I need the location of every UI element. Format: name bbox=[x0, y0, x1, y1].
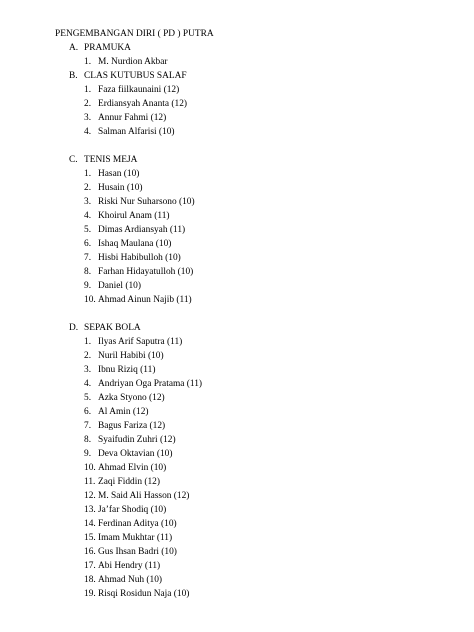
member-name: M. Nurdion Akbar bbox=[98, 57, 168, 67]
item-number: 9. bbox=[84, 281, 92, 291]
list-item bbox=[0, 265, 474, 279]
item-number: 10. bbox=[84, 463, 96, 473]
member-name: Abi Hendry (11) bbox=[98, 561, 161, 571]
member-name: M. Said Ali Hasson (12) bbox=[98, 491, 190, 501]
section-tenis-meja bbox=[0, 153, 474, 307]
item-number: 14. bbox=[84, 519, 96, 529]
list-item bbox=[0, 419, 474, 433]
list-item bbox=[0, 503, 474, 517]
document-title: PENGEMBANGAN DIRI ( PD ) PUTRA bbox=[55, 29, 214, 39]
member-name: Farhan Hidayatulloh (10) bbox=[98, 267, 194, 277]
section-label: CLAS KUTUBUS SALAF bbox=[84, 71, 187, 81]
item-number: 8. bbox=[84, 267, 92, 277]
list-item bbox=[0, 55, 474, 69]
member-name: Khoirul Anam (11) bbox=[98, 211, 170, 221]
list-item bbox=[0, 559, 474, 573]
section-label: PRAMUKA bbox=[84, 43, 131, 53]
member-name: Salman Alfarisi (10) bbox=[98, 127, 175, 137]
list-item bbox=[0, 97, 474, 111]
list-item bbox=[0, 237, 474, 251]
item-number: 3. bbox=[84, 197, 92, 207]
list-item bbox=[0, 349, 474, 363]
list-item bbox=[0, 377, 474, 391]
member-name: Syaifudin Zuhri (12) bbox=[98, 435, 176, 445]
member-name: Faza fiilkaunaini (12) bbox=[98, 85, 180, 95]
item-number: 19. bbox=[84, 589, 96, 599]
list-item bbox=[0, 223, 474, 237]
item-number: 2. bbox=[84, 183, 92, 193]
item-number: 3. bbox=[84, 365, 92, 375]
list-item bbox=[0, 531, 474, 545]
section-letter: A. bbox=[69, 43, 79, 53]
member-name: Ishaq Maulana (10) bbox=[98, 239, 172, 249]
member-name: Ja’far Shodiq (10) bbox=[98, 505, 167, 515]
member-name: Dimas Ardiansyah (11) bbox=[98, 225, 186, 235]
item-number: 5. bbox=[84, 225, 92, 235]
member-name: Andriyan Oga Pratama (11) bbox=[98, 379, 203, 389]
item-number: 1. bbox=[84, 169, 92, 179]
list-item bbox=[0, 293, 474, 307]
member-name: Ahmad Nuh (10) bbox=[98, 575, 163, 585]
list-item bbox=[0, 279, 474, 293]
member-list bbox=[0, 335, 474, 601]
section-letter: D. bbox=[69, 323, 79, 333]
member-list bbox=[0, 55, 474, 69]
list-item bbox=[0, 405, 474, 419]
item-number: 17. bbox=[84, 561, 96, 571]
item-number: 18. bbox=[84, 575, 96, 585]
item-number: 7. bbox=[84, 421, 92, 431]
member-name: Nuril Habibi (10) bbox=[98, 351, 164, 361]
item-number: 4. bbox=[84, 211, 92, 221]
item-number: 4. bbox=[84, 127, 92, 137]
section-letter: B. bbox=[69, 71, 78, 81]
list-item bbox=[0, 251, 474, 265]
list-item bbox=[0, 587, 474, 601]
member-name: Gus Ihsan Badri (10) bbox=[98, 547, 177, 557]
member-name: Zaqi Fiddin (12) bbox=[98, 477, 160, 487]
section-heading bbox=[0, 69, 474, 83]
list-item bbox=[0, 83, 474, 97]
member-name: Imam Mukhtar (11) bbox=[98, 533, 173, 543]
item-number: 16. bbox=[84, 547, 96, 557]
item-number: 6. bbox=[84, 239, 92, 249]
member-name: Risqi Rosidun Naja (10) bbox=[98, 589, 190, 599]
section-pramuka bbox=[0, 41, 474, 69]
item-number: 1. bbox=[84, 337, 92, 347]
list-item bbox=[0, 335, 474, 349]
item-number: 2. bbox=[84, 99, 92, 109]
member-name: Erdiansyah Ananta (12) bbox=[98, 99, 188, 109]
list-item bbox=[0, 181, 474, 195]
item-number: 2. bbox=[84, 351, 92, 361]
member-list bbox=[0, 83, 474, 139]
list-item bbox=[0, 195, 474, 209]
member-name: Ahmad Elvin (10) bbox=[98, 463, 167, 473]
member-name: Hasan (10) bbox=[98, 169, 140, 179]
list-item bbox=[0, 363, 474, 377]
list-item bbox=[0, 447, 474, 461]
item-number: 8. bbox=[84, 435, 92, 445]
item-number: 6. bbox=[84, 407, 92, 417]
item-number: 9. bbox=[84, 449, 92, 459]
member-name: Al Amin (12) bbox=[98, 407, 149, 417]
item-number: 3. bbox=[84, 113, 92, 123]
member-name: Riski Nur Suharsono (10) bbox=[98, 197, 195, 207]
member-name: Deva Oktavian (10) bbox=[98, 449, 173, 459]
section-label: TENIS MEJA bbox=[84, 155, 138, 165]
member-name: Hisbi Habibulloh (10) bbox=[98, 253, 181, 263]
list-item bbox=[0, 391, 474, 405]
member-name: Daniel (10) bbox=[98, 281, 141, 291]
item-number: 10. bbox=[84, 295, 96, 305]
item-number: 15. bbox=[84, 533, 96, 543]
section-heading bbox=[0, 153, 474, 167]
list-item bbox=[0, 433, 474, 447]
member-name: Husain (10) bbox=[98, 183, 143, 193]
member-name: Ilyas Arif Saputra (11) bbox=[98, 337, 183, 347]
item-number: 12. bbox=[84, 491, 96, 501]
section-sepak-bola bbox=[0, 321, 474, 601]
item-number: 1. bbox=[84, 57, 92, 67]
list-item bbox=[0, 517, 474, 531]
member-name: Ferdinan Aditya (10) bbox=[98, 519, 177, 529]
member-name: Azka Styono (12) bbox=[98, 393, 165, 403]
member-name: Bagus Fariza (12) bbox=[98, 421, 166, 431]
list-item bbox=[0, 209, 474, 223]
member-name: Ibnu Riziq (11) bbox=[98, 365, 156, 375]
section-letter: C. bbox=[69, 155, 78, 165]
member-name: Ahmad Ainun Najib (11) bbox=[98, 295, 192, 305]
member-list bbox=[0, 167, 474, 307]
list-item bbox=[0, 167, 474, 181]
list-item bbox=[0, 545, 474, 559]
item-number: 1. bbox=[84, 85, 92, 95]
section-heading bbox=[0, 41, 474, 55]
member-name: Annur Fahmi (12) bbox=[98, 113, 167, 123]
list-item bbox=[0, 573, 474, 587]
list-item bbox=[0, 461, 474, 475]
item-number: 13. bbox=[84, 505, 96, 515]
item-number: 4. bbox=[84, 379, 92, 389]
item-number: 5. bbox=[84, 393, 92, 403]
section-label: SEPAK BOLA bbox=[84, 323, 141, 333]
section-clas-kutubus-salaf bbox=[0, 69, 474, 139]
item-number: 7. bbox=[84, 253, 92, 263]
section-heading bbox=[0, 321, 474, 335]
list-item bbox=[0, 111, 474, 125]
list-item bbox=[0, 475, 474, 489]
item-number: 11. bbox=[84, 477, 96, 487]
list-item bbox=[0, 125, 474, 139]
list-item bbox=[0, 489, 474, 503]
